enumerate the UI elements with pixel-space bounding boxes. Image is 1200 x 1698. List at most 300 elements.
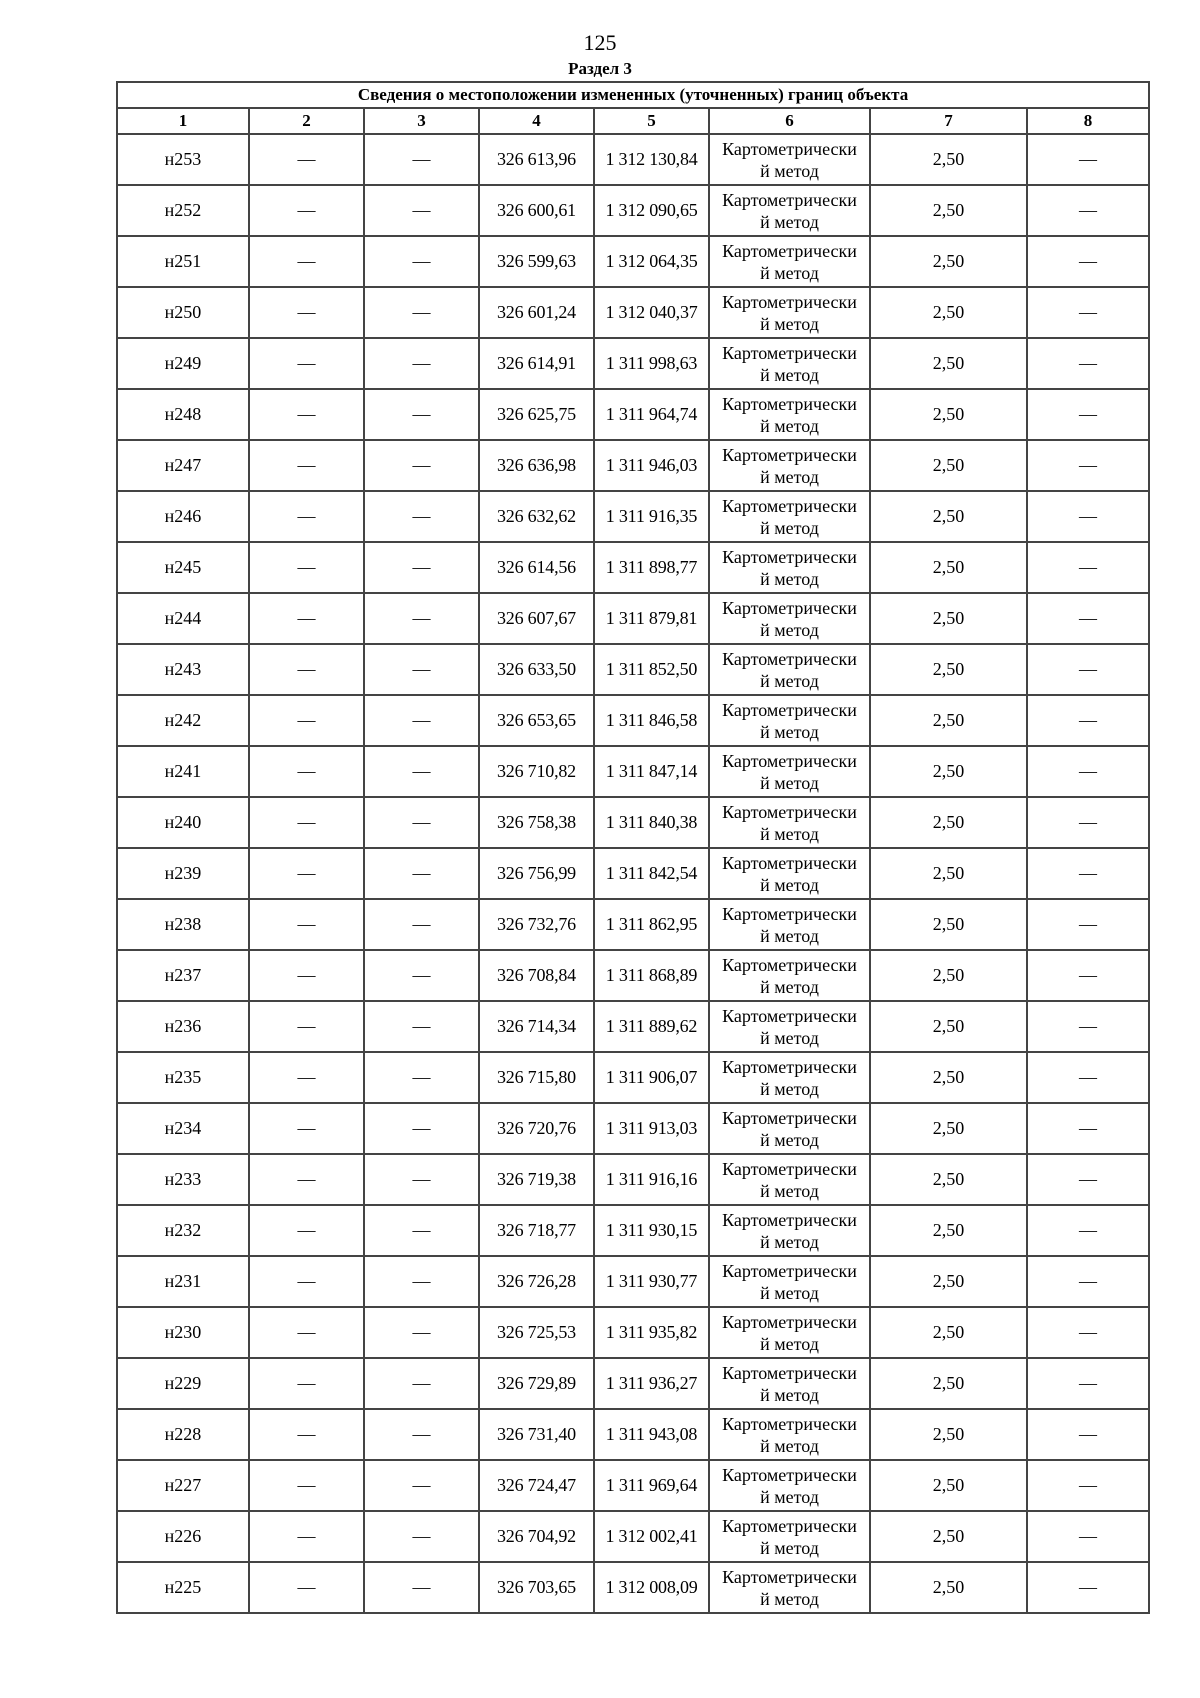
point-name-cell: н242 — [117, 695, 249, 746]
coordinate-y-cell: 1 311 969,64 — [594, 1460, 709, 1511]
method-text-line-1: Картометрически — [722, 138, 857, 159]
method-text-line-1: Картометрически — [722, 852, 857, 873]
column-3-cell: — — [364, 134, 479, 185]
coordinate-x-cell: 326 614,56 — [479, 542, 594, 593]
column-8-cell: — — [1027, 236, 1149, 287]
coordinate-x-cell: 326 653,65 — [479, 695, 594, 746]
column-2-cell: — — [249, 134, 364, 185]
column-2-cell: — — [249, 185, 364, 236]
coordinate-y-cell: 1 312 002,41 — [594, 1511, 709, 1562]
column-8-cell: — — [1027, 1409, 1149, 1460]
coordinate-x-cell: 326 718,77 — [479, 1205, 594, 1256]
method-cell — [709, 389, 870, 440]
column-2-cell: — — [249, 440, 364, 491]
table-row — [117, 848, 1149, 899]
coordinate-y-cell: 1 311 930,15 — [594, 1205, 709, 1256]
method-text-line-1: Картометрически — [722, 903, 857, 924]
method-cell — [709, 644, 870, 695]
column-number: 1 — [117, 108, 249, 134]
method-text-line-1: Картометрически — [722, 444, 857, 465]
column-8-cell: — — [1027, 389, 1149, 440]
column-3-cell: — — [364, 440, 479, 491]
method-text-line-1: Картометрически — [722, 1311, 857, 1332]
precision-cell: 2,50 — [870, 644, 1027, 695]
table-row — [117, 134, 1149, 185]
method-cell — [709, 1001, 870, 1052]
precision-cell: 2,50 — [870, 1103, 1027, 1154]
column-3-cell: — — [364, 899, 479, 950]
method-text-line-1: Картометрически — [722, 954, 857, 975]
page-number: 125 — [583, 30, 617, 55]
table-row — [117, 1511, 1149, 1562]
method-cell — [709, 950, 870, 1001]
column-8-cell: — — [1027, 491, 1149, 542]
precision-cell: 2,50 — [870, 1409, 1027, 1460]
precision-cell: 2,50 — [870, 338, 1027, 389]
method-cell — [709, 1562, 870, 1613]
column-2-cell: — — [249, 1103, 364, 1154]
column-8-cell: — — [1027, 848, 1149, 899]
method-cell — [709, 287, 870, 338]
method-cell — [709, 1307, 870, 1358]
coordinate-x-cell: 326 725,53 — [479, 1307, 594, 1358]
precision-cell: 2,50 — [870, 848, 1027, 899]
column-2-cell: — — [249, 746, 364, 797]
table-row — [117, 1562, 1149, 1613]
table-row — [117, 950, 1149, 1001]
method-cell — [709, 797, 870, 848]
method-cell — [709, 236, 870, 287]
table-row — [117, 1307, 1149, 1358]
coordinate-x-cell: 326 720,76 — [479, 1103, 594, 1154]
point-name-cell: н243 — [117, 644, 249, 695]
method-cell — [709, 542, 870, 593]
column-number: 8 — [1027, 108, 1149, 134]
method-cell — [709, 695, 870, 746]
precision-cell: 2,50 — [870, 491, 1027, 542]
coordinate-y-cell: 1 311 846,58 — [594, 695, 709, 746]
coordinate-y-cell: 1 311 930,77 — [594, 1256, 709, 1307]
method-cell — [709, 440, 870, 491]
coordinate-y-cell: 1 312 040,37 — [594, 287, 709, 338]
method-cell — [709, 1358, 870, 1409]
column-2-cell: — — [249, 797, 364, 848]
column-3-cell: — — [364, 1256, 479, 1307]
column-2-cell: — — [249, 236, 364, 287]
precision-cell: 2,50 — [870, 1052, 1027, 1103]
table-row — [117, 593, 1149, 644]
column-number: 5 — [594, 108, 709, 134]
column-3-cell: — — [364, 848, 479, 899]
column-3-cell: — — [364, 185, 479, 236]
point-name-cell: н236 — [117, 1001, 249, 1052]
method-text-line-2: й метод — [760, 1231, 819, 1252]
column-8-cell: — — [1027, 1052, 1149, 1103]
column-2-cell: — — [249, 338, 364, 389]
table-row — [117, 287, 1149, 338]
coordinate-x-cell: 326 625,75 — [479, 389, 594, 440]
coordinate-x-cell: 326 601,24 — [479, 287, 594, 338]
table-row — [117, 1409, 1149, 1460]
column-8-cell: — — [1027, 1256, 1149, 1307]
table-row — [117, 1205, 1149, 1256]
method-text-line-2: й метод — [760, 1588, 819, 1609]
precision-cell: 2,50 — [870, 899, 1027, 950]
column-3-cell: — — [364, 389, 479, 440]
method-text-line-2: й метод — [760, 568, 819, 589]
coordinate-x-cell: 326 726,28 — [479, 1256, 594, 1307]
point-name-cell: н228 — [117, 1409, 249, 1460]
coordinate-x-cell: 326 703,65 — [479, 1562, 594, 1613]
precision-cell: 2,50 — [870, 1358, 1027, 1409]
table-row — [117, 185, 1149, 236]
table-row — [117, 1001, 1149, 1052]
point-name-cell: н227 — [117, 1460, 249, 1511]
column-8-cell: — — [1027, 1205, 1149, 1256]
column-2-cell: — — [249, 287, 364, 338]
precision-cell: 2,50 — [870, 185, 1027, 236]
precision-cell: 2,50 — [870, 134, 1027, 185]
method-text-line-2: й метод — [760, 1384, 819, 1405]
point-name-cell: н237 — [117, 950, 249, 1001]
coordinate-y-cell: 1 311 879,81 — [594, 593, 709, 644]
column-2-cell: — — [249, 1154, 364, 1205]
method-text-line-2: й метод — [760, 160, 819, 181]
method-text-line-2: й метод — [760, 1486, 819, 1507]
table-row — [117, 338, 1149, 389]
precision-cell: 2,50 — [870, 542, 1027, 593]
column-8-cell: — — [1027, 950, 1149, 1001]
coordinate-y-cell: 1 311 868,89 — [594, 950, 709, 1001]
column-8-cell: — — [1027, 1103, 1149, 1154]
table-row — [117, 491, 1149, 542]
coordinate-y-cell: 1 312 064,35 — [594, 236, 709, 287]
column-3-cell: — — [364, 1103, 479, 1154]
precision-cell: 2,50 — [870, 1154, 1027, 1205]
coordinate-x-cell: 326 613,96 — [479, 134, 594, 185]
method-text-line-1: Картометрически — [722, 750, 857, 771]
method-text-line-1: Картометрически — [722, 1209, 857, 1230]
precision-cell: 2,50 — [870, 1460, 1027, 1511]
column-2-cell: — — [249, 1001, 364, 1052]
method-text-line-1: Картометрически — [722, 393, 857, 414]
column-8-cell: — — [1027, 1460, 1149, 1511]
column-8-cell: — — [1027, 1562, 1149, 1613]
point-name-cell: н234 — [117, 1103, 249, 1154]
table-row — [117, 542, 1149, 593]
method-cell — [709, 1256, 870, 1307]
column-8-cell: — — [1027, 338, 1149, 389]
method-cell — [709, 134, 870, 185]
column-8-cell: — — [1027, 593, 1149, 644]
point-name-cell: н245 — [117, 542, 249, 593]
method-text-line-2: й метод — [760, 925, 819, 946]
column-2-cell: — — [249, 1205, 364, 1256]
table-row — [117, 440, 1149, 491]
precision-cell: 2,50 — [870, 797, 1027, 848]
coordinate-y-cell: 1 311 906,07 — [594, 1052, 709, 1103]
method-cell — [709, 848, 870, 899]
column-3-cell: — — [364, 644, 479, 695]
coordinate-y-cell: 1 311 913,03 — [594, 1103, 709, 1154]
method-text-line-1: Картометрически — [722, 1056, 857, 1077]
precision-cell: 2,50 — [870, 746, 1027, 797]
table-row — [117, 389, 1149, 440]
column-2-cell: — — [249, 491, 364, 542]
coordinate-y-cell: 1 311 847,14 — [594, 746, 709, 797]
method-text-line-1: Картометрически — [722, 1158, 857, 1179]
method-text-line-2: й метод — [760, 1282, 819, 1303]
column-3-cell: — — [364, 1001, 479, 1052]
method-text-line-1: Картометрически — [722, 1464, 857, 1485]
column-3-cell: — — [364, 236, 479, 287]
coordinate-y-cell: 1 312 130,84 — [594, 134, 709, 185]
method-text-line-1: Картометрически — [722, 546, 857, 567]
method-text-line-2: й метод — [760, 466, 819, 487]
method-text-line-1: Картометрически — [722, 597, 857, 618]
column-3-cell: — — [364, 797, 479, 848]
column-8-cell: — — [1027, 440, 1149, 491]
column-8-cell: — — [1027, 1511, 1149, 1562]
column-3-cell: — — [364, 1511, 479, 1562]
column-2-cell: — — [249, 1052, 364, 1103]
column-3-cell: — — [364, 1307, 479, 1358]
precision-cell: 2,50 — [870, 287, 1027, 338]
table-row — [117, 1103, 1149, 1154]
column-8-cell: — — [1027, 287, 1149, 338]
coordinate-y-cell: 1 311 842,54 — [594, 848, 709, 899]
coordinate-y-cell: 1 311 998,63 — [594, 338, 709, 389]
method-text-line-2: й метод — [760, 976, 819, 997]
method-text-line-2: й метод — [760, 1078, 819, 1099]
coordinate-y-cell: 1 311 936,27 — [594, 1358, 709, 1409]
table-row — [117, 1154, 1149, 1205]
column-number: 7 — [870, 108, 1027, 134]
method-cell — [709, 1103, 870, 1154]
coordinate-x-cell: 326 724,47 — [479, 1460, 594, 1511]
precision-cell: 2,50 — [870, 1205, 1027, 1256]
point-name-cell: н246 — [117, 491, 249, 542]
coordinates-table — [116, 81, 1150, 1614]
column-8-cell: — — [1027, 1358, 1149, 1409]
column-3-cell: — — [364, 287, 479, 338]
method-cell — [709, 1205, 870, 1256]
method-cell — [709, 1511, 870, 1562]
precision-cell: 2,50 — [870, 440, 1027, 491]
column-3-cell: — — [364, 542, 479, 593]
column-number: 3 — [364, 108, 479, 134]
method-cell — [709, 746, 870, 797]
method-text-line-2: й метод — [760, 211, 819, 232]
method-text-line-1: Картометрически — [722, 240, 857, 261]
column-8-cell: — — [1027, 695, 1149, 746]
column-8-cell: — — [1027, 1307, 1149, 1358]
point-name-cell: н233 — [117, 1154, 249, 1205]
precision-cell: 2,50 — [870, 695, 1027, 746]
coordinate-y-cell: 1 312 090,65 — [594, 185, 709, 236]
column-2-cell: — — [249, 695, 364, 746]
precision-cell: 2,50 — [870, 1307, 1027, 1358]
column-8-cell: — — [1027, 644, 1149, 695]
coordinate-y-cell: 1 311 898,77 — [594, 542, 709, 593]
method-text-line-1: Картометрически — [722, 1413, 857, 1434]
coordinate-x-cell: 326 599,63 — [479, 236, 594, 287]
column-3-cell: — — [364, 1052, 479, 1103]
method-text-line-2: й метод — [760, 823, 819, 844]
column-3-cell: — — [364, 593, 479, 644]
column-number-row — [117, 108, 1149, 134]
column-2-cell: — — [249, 1358, 364, 1409]
method-cell — [709, 1154, 870, 1205]
method-cell — [709, 1052, 870, 1103]
method-text-line-2: й метод — [760, 1180, 819, 1201]
coordinate-y-cell: 1 311 916,35 — [594, 491, 709, 542]
method-cell — [709, 491, 870, 542]
coordinate-y-cell: 1 311 840,38 — [594, 797, 709, 848]
column-8-cell: — — [1027, 1154, 1149, 1205]
point-name-cell: н235 — [117, 1052, 249, 1103]
table-row — [117, 746, 1149, 797]
table-row — [117, 236, 1149, 287]
method-text-line-2: й метод — [760, 874, 819, 895]
method-text-line-2: й метод — [760, 313, 819, 334]
column-8-cell: — — [1027, 542, 1149, 593]
coordinate-y-cell: 1 312 008,09 — [594, 1562, 709, 1613]
method-cell — [709, 185, 870, 236]
method-text-line-2: й метод — [760, 1129, 819, 1150]
coordinate-y-cell: 1 311 946,03 — [594, 440, 709, 491]
table-row — [117, 1052, 1149, 1103]
column-3-cell: — — [364, 746, 479, 797]
column-number: 4 — [479, 108, 594, 134]
coordinate-x-cell: 326 710,82 — [479, 746, 594, 797]
point-name-cell: н231 — [117, 1256, 249, 1307]
point-name-cell: н252 — [117, 185, 249, 236]
column-3-cell: — — [364, 1154, 479, 1205]
method-text-line-2: й метод — [760, 262, 819, 283]
column-3-cell: — — [364, 1205, 479, 1256]
point-name-cell: н251 — [117, 236, 249, 287]
coordinate-y-cell: 1 311 852,50 — [594, 644, 709, 695]
point-name-cell: н247 — [117, 440, 249, 491]
column-2-cell: — — [249, 899, 364, 950]
coordinate-x-cell: 326 731,40 — [479, 1409, 594, 1460]
table-row — [117, 1460, 1149, 1511]
precision-cell: 2,50 — [870, 1256, 1027, 1307]
point-name-cell: н239 — [117, 848, 249, 899]
column-3-cell: — — [364, 1460, 479, 1511]
coordinate-x-cell: 326 607,67 — [479, 593, 594, 644]
column-number: 6 — [709, 108, 870, 134]
table-row — [117, 644, 1149, 695]
method-text-line-1: Картометрически — [722, 1515, 857, 1536]
coordinate-x-cell: 326 600,61 — [479, 185, 594, 236]
column-2-cell: — — [249, 542, 364, 593]
column-2-cell: — — [249, 593, 364, 644]
method-cell — [709, 593, 870, 644]
column-2-cell: — — [249, 644, 364, 695]
coordinate-x-cell: 326 715,80 — [479, 1052, 594, 1103]
column-2-cell: — — [249, 1562, 364, 1613]
method-text-line-1: Картометрически — [722, 1107, 857, 1128]
coordinate-x-cell: 326 732,76 — [479, 899, 594, 950]
column-2-cell: — — [249, 950, 364, 1001]
column-8-cell: — — [1027, 1001, 1149, 1052]
point-name-cell: н232 — [117, 1205, 249, 1256]
point-name-cell: н241 — [117, 746, 249, 797]
coordinate-y-cell: 1 311 862,95 — [594, 899, 709, 950]
method-text-line-2: й метод — [760, 772, 819, 793]
coordinate-x-cell: 326 636,98 — [479, 440, 594, 491]
coordinate-y-cell: 1 311 916,16 — [594, 1154, 709, 1205]
precision-cell: 2,50 — [870, 1511, 1027, 1562]
method-text-line-2: й метод — [760, 1435, 819, 1456]
table-caption: Сведения о местоположении измененных (уточненных) границ объекта — [117, 82, 1149, 108]
method-text-line-1: Картометрически — [722, 189, 857, 210]
method-text-line-1: Картометрически — [722, 1362, 857, 1383]
column-3-cell: — — [364, 1358, 479, 1409]
coordinate-x-cell: 326 756,99 — [479, 848, 594, 899]
column-8-cell: — — [1027, 134, 1149, 185]
precision-cell: 2,50 — [870, 593, 1027, 644]
point-name-cell: н249 — [117, 338, 249, 389]
column-2-cell: — — [249, 389, 364, 440]
coordinate-y-cell: 1 311 964,74 — [594, 389, 709, 440]
method-cell — [709, 899, 870, 950]
column-2-cell: — — [249, 1409, 364, 1460]
point-name-cell: н225 — [117, 1562, 249, 1613]
column-8-cell: — — [1027, 899, 1149, 950]
point-name-cell: н253 — [117, 134, 249, 185]
method-text-line-1: Картометрически — [722, 291, 857, 312]
coordinate-x-cell: 326 632,62 — [479, 491, 594, 542]
coordinate-x-cell: 326 708,84 — [479, 950, 594, 1001]
column-8-cell: — — [1027, 185, 1149, 236]
section-title: Раздел 3 — [568, 59, 632, 78]
point-name-cell: н226 — [117, 1511, 249, 1562]
table-row — [117, 1256, 1149, 1307]
column-2-cell: — — [249, 848, 364, 899]
column-3-cell: — — [364, 1562, 479, 1613]
coordinate-y-cell: 1 311 889,62 — [594, 1001, 709, 1052]
point-name-cell: н244 — [117, 593, 249, 644]
point-name-cell: н248 — [117, 389, 249, 440]
column-number: 2 — [249, 108, 364, 134]
method-cell — [709, 338, 870, 389]
table-row — [117, 1358, 1149, 1409]
method-text-line-1: Картометрически — [722, 1005, 857, 1026]
coordinate-x-cell: 326 633,50 — [479, 644, 594, 695]
method-text-line-2: й метод — [760, 1537, 819, 1558]
method-text-line-1: Картометрически — [722, 1260, 857, 1281]
table-row — [117, 695, 1149, 746]
column-3-cell: — — [364, 1409, 479, 1460]
table-row — [117, 899, 1149, 950]
column-3-cell: — — [364, 338, 479, 389]
column-3-cell: — — [364, 491, 479, 542]
method-text-line-2: й метод — [760, 1027, 819, 1048]
method-text-line-2: й метод — [760, 721, 819, 742]
method-text-line-1: Картометрически — [722, 801, 857, 822]
method-text-line-2: й метод — [760, 364, 819, 385]
point-name-cell: н238 — [117, 899, 249, 950]
coordinate-y-cell: 1 311 935,82 — [594, 1307, 709, 1358]
column-2-cell: — — [249, 1511, 364, 1562]
precision-cell: 2,50 — [870, 1001, 1027, 1052]
column-3-cell: — — [364, 695, 479, 746]
column-2-cell: — — [249, 1256, 364, 1307]
point-name-cell: н250 — [117, 287, 249, 338]
